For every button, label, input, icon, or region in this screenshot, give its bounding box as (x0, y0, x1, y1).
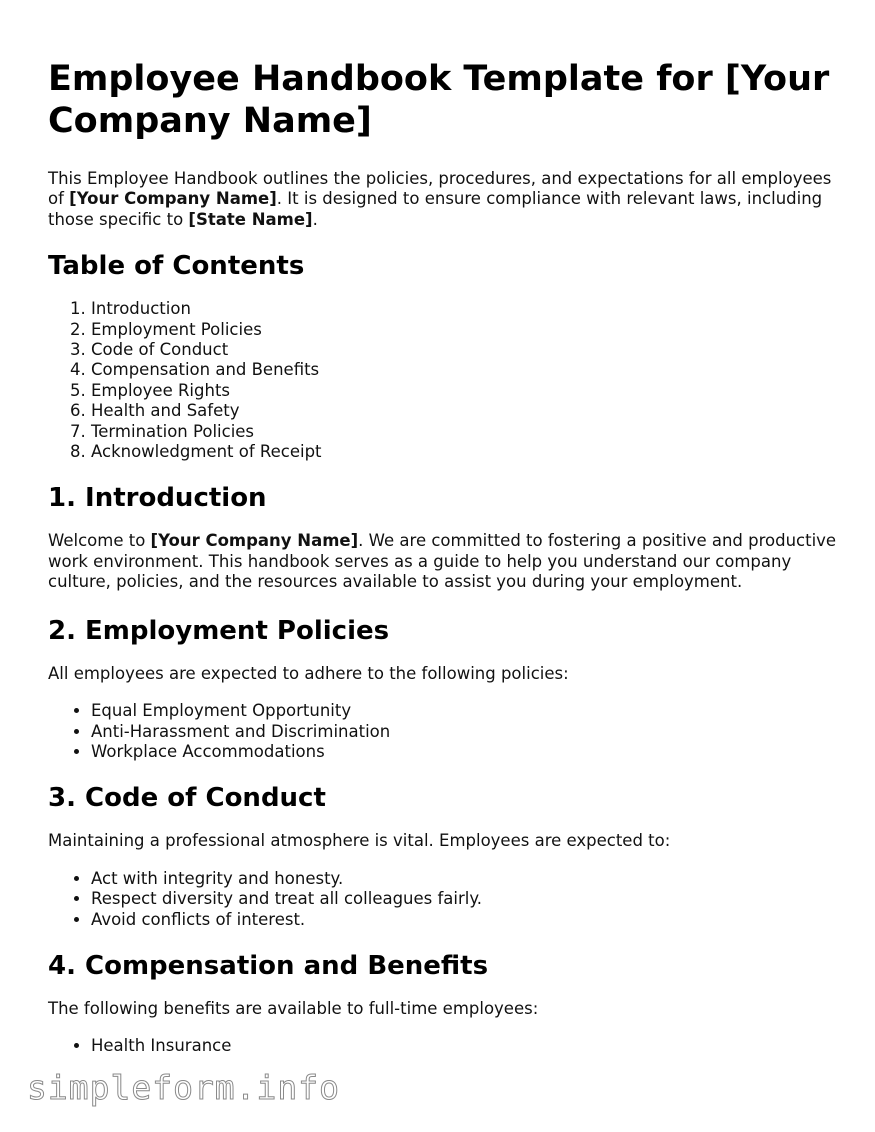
list-item: • Act with integrity and honesty. (91, 869, 838, 889)
section-introduction-title: 1. Introduction (48, 483, 267, 514)
intro-text-1: This Employee Handbook outlines the policies, procedures, and expectations for all employees of (48, 169, 832, 209)
list-item: • Workplace Accommodations (91, 742, 838, 762)
section-introduction-text (48, 531, 838, 592)
list-item: • Anti-Harassment and Discrimination (91, 722, 838, 742)
employment-policies-list (48, 701, 838, 762)
section-compensation-text: The following benefits are available to full-time employees: (48, 998, 539, 1018)
list-item: • Avoid conflicts of interest. (91, 910, 838, 930)
toc-item: 6. Health and Safety (91, 401, 838, 421)
intro-text-3: . (312, 209, 318, 229)
watermark: simpleform.info (27, 1068, 341, 1107)
section-employment-policies-text: All employees are expected to adhere to the following policies: (48, 663, 569, 683)
intro-paragraph (48, 169, 838, 230)
toc-item: 1. Introduction (91, 299, 838, 319)
toc-list (48, 299, 838, 462)
toc-item: 5. Employee Rights (91, 381, 838, 401)
section-introduction-text-2: . We are committed to fostering a positive and productive work environment. This handbook serves as a guide to help you understand our company culture, policies, and the resources available to assist you during your employment. (48, 531, 837, 592)
toc-item: 7. Termination Policies (91, 422, 838, 442)
toc-item: 3. Code of Conduct (91, 340, 838, 360)
section-employment-policies-title: 2. Employment Policies (48, 615, 390, 646)
toc-item: 8. Acknowledgment of Receipt (91, 442, 838, 462)
section-code-of-conduct-text: Maintaining a professional atmosphere is vital. Employees are expected to: (48, 831, 671, 851)
toc-item: 4. Compensation and Benefits (91, 360, 838, 380)
document-title: Employee Handbook Template for [Your Company Name] (48, 59, 830, 141)
intro-text-2: . It is designed to ensure compliance with relevant laws, including those specific to (48, 189, 823, 229)
intro-company-name: [Your Company Name] (69, 189, 277, 209)
list-item: • Equal Employment Opportunity (91, 701, 838, 721)
intro-state-name: [State Name] (188, 209, 313, 229)
section-introduction-company-name: [Your Company Name] (150, 531, 359, 551)
section-compensation-title: 4. Compensation and Benefits (48, 950, 489, 981)
compensation-list (48, 1036, 838, 1056)
code-of-conduct-list (48, 869, 838, 930)
section-code-of-conduct-title: 3. Code of Conduct (48, 783, 326, 814)
document-page (48, 58, 838, 1077)
section-introduction-text-1: Welcome to (48, 531, 151, 551)
list-item: • Respect diversity and treat all colleagues fairly. (91, 889, 838, 909)
toc-title: Table of Contents (48, 251, 305, 282)
list-item: • Health Insurance (91, 1036, 838, 1056)
toc-item: 2. Employment Policies (91, 320, 838, 340)
